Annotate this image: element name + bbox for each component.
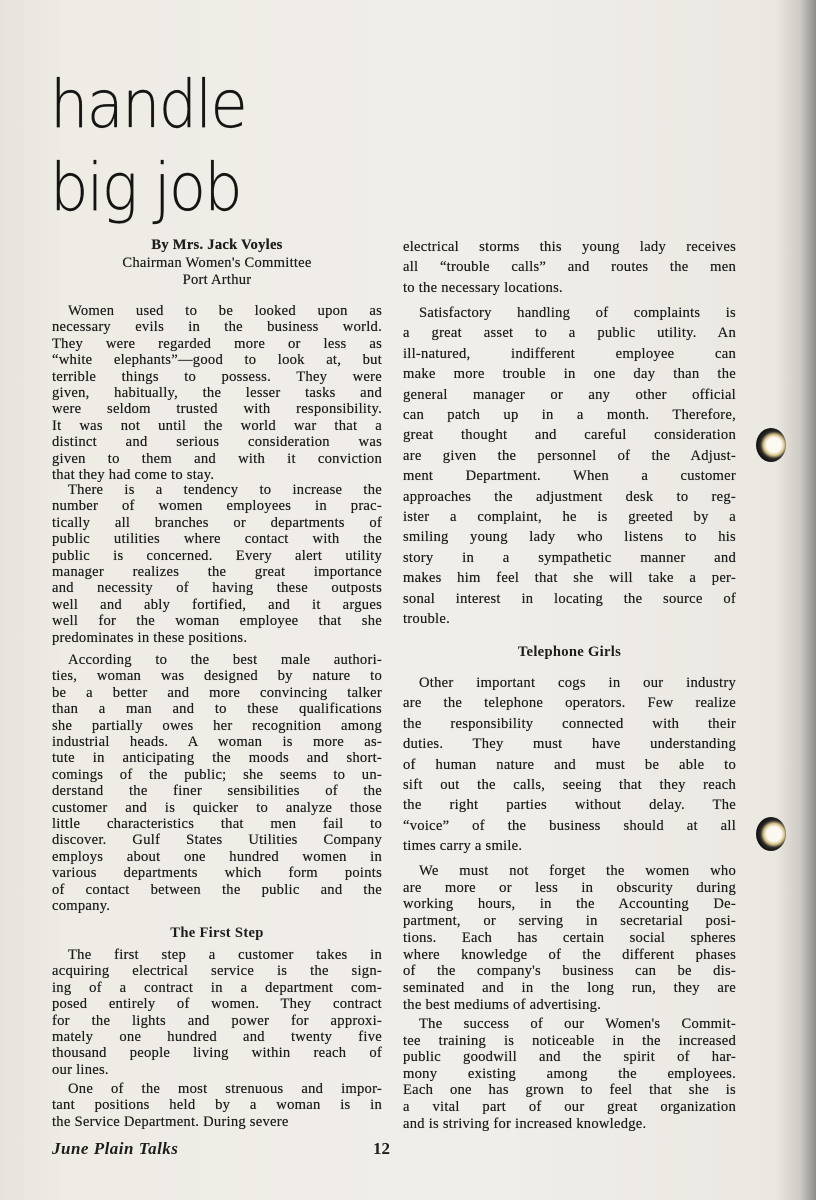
text-line: than a man and to these qualifications — [52, 701, 382, 718]
paragraph — [403, 673, 736, 857]
text-line: a vital part of our great organization — [403, 1098, 736, 1115]
section-heading-first-step: The First Step — [170, 925, 264, 941]
text-line: terrible things to possess. They were — [52, 368, 382, 385]
text-line: of the company's business can be dis- — [403, 963, 736, 980]
text-line: of human nature and must be able to — [403, 756, 736, 773]
text-line: discover. Gulf States Utilities Company — [52, 832, 382, 849]
text-line: well for the woman employee that she — [52, 613, 382, 630]
text-line: Each one has grown to feel that she is — [403, 1082, 736, 1099]
text-line: Other important cogs in our industry — [419, 675, 736, 691]
text-line: the best mediums of advertising. — [403, 996, 602, 1013]
text-line: Satisfactory handling of complaints is — [419, 305, 736, 321]
text-line: makes him feel that she will take a per- — [403, 570, 736, 587]
text-line: The success of our Women's Commit- — [419, 1016, 736, 1032]
text-line: given to them and with it conviction — [52, 450, 382, 467]
text-line: mony existing among the employees. — [403, 1065, 736, 1082]
text-line: times carry a smile. — [403, 838, 523, 855]
text-line: a great asset to a public utility. An — [403, 325, 736, 342]
text-line: electrical storms this young lady receives — [403, 239, 736, 255]
text-line: public goodwill and the spirit of har- — [403, 1049, 736, 1066]
text-line: where knowledge of the different phases — [403, 946, 736, 963]
text-line: that they had come to stay. — [52, 467, 215, 484]
text-line: the Service Department. During severe — [52, 1113, 289, 1130]
text-line: trouble. — [403, 611, 450, 628]
text-line: manager realizes the great importance — [52, 564, 382, 581]
text-line: “voice” of the business should at all — [403, 817, 736, 834]
text-line: mately one hundred and twenty five — [52, 1029, 382, 1046]
text-line: tee training is noticeable in the increased — [403, 1032, 736, 1049]
text-line: ill-natured, indifferent employee can — [403, 345, 736, 362]
text-line: are more or less in obscurity during — [403, 879, 736, 896]
text-line: They were regarded more or less as — [52, 335, 382, 352]
text-line: working hours, in the Accounting De- — [403, 896, 736, 913]
text-line: The first step a customer takes in — [68, 947, 382, 963]
paragraph — [403, 863, 736, 1013]
text-line: and necessity of having these outposts — [52, 580, 382, 597]
text-line: distinct and serious consideration was — [52, 434, 382, 451]
text-line: tant positions held by a woman is in — [52, 1097, 382, 1114]
text-line: the responsibility connected with their — [403, 715, 736, 732]
byline-role: Chairman Women's Committee — [122, 254, 312, 271]
text-line: to the necessary locations. — [403, 279, 563, 296]
text-line: various departments which form points — [52, 865, 382, 882]
text-line: well and ably fortified, and it argues — [52, 596, 382, 613]
text-line: approaches the adjustment desk to reg- — [403, 488, 736, 505]
text-line: make more trouble in one day than the — [403, 366, 736, 383]
text-line: According to the best male authori- — [68, 652, 382, 668]
article-title-line-1: handle — [50, 66, 246, 143]
text-line: thousand people living within reach of — [52, 1045, 382, 1062]
binder-hole-icon — [756, 817, 786, 851]
text-line: ing of a contract in a department com- — [52, 979, 382, 996]
text-line: smiling young lady who listens to his — [403, 529, 736, 546]
text-line: general manager or any other official — [403, 386, 736, 403]
text-line: be a better and more convincing talker — [52, 684, 382, 701]
text-line: customer and is quicker to analyze those — [52, 799, 382, 816]
text-line: “white elephants”—good to look at, but — [52, 352, 382, 369]
text-line: seminated and in the long run, they are — [403, 979, 736, 996]
text-line: are given the personnel of the Adjust- — [403, 447, 736, 464]
text-line: were seldom trusted with responsibility. — [52, 401, 382, 418]
text-line: duties. They must have understanding — [403, 736, 736, 753]
text-line: are the telephone operators. Few realize — [403, 695, 736, 712]
text-line: necessary evils in the business world. — [52, 319, 382, 336]
text-line: she partially owes her recognition among — [52, 717, 382, 734]
page-number: 12 — [373, 1139, 390, 1158]
text-line: of contact between the public and the — [52, 881, 382, 898]
text-line: can patch up in a month. Therefore, — [403, 407, 736, 424]
text-line: Women used to be looked upon as — [68, 303, 382, 319]
text-line: great thought and careful consideration — [403, 427, 736, 444]
text-line: our lines. — [52, 1061, 109, 1078]
text-line: derstand the finer sensibilities of the — [52, 783, 382, 800]
text-line: number of women employees in prac- — [52, 498, 382, 515]
text-line: acquiring electrical service is the sign- — [52, 963, 382, 980]
text-line: public is concerned. Every alert utility — [52, 547, 382, 564]
text-line: partment, or serving in secretarial posi- — [403, 913, 736, 930]
text-line: There is a tendency to increase the — [68, 482, 382, 498]
publication-name: June Plain Talks — [52, 1139, 179, 1158]
text-line: and is striving for increased knowledge. — [403, 1115, 647, 1132]
text-line: industrial heads. A woman is more as- — [52, 734, 382, 751]
text-line: all “trouble calls” and routes the men — [403, 259, 736, 276]
text-line: tute in anticipating the moods and short- — [52, 750, 382, 767]
text-line: One of the most strenuous and impor- — [68, 1081, 382, 1097]
text-line: the right parties without delay. The — [403, 797, 736, 814]
paragraph — [403, 1016, 736, 1132]
paragraph — [403, 303, 736, 630]
paragraph — [403, 237, 736, 298]
text-line: ties, woman was designed by nature to — [52, 668, 382, 685]
byline-author: By Mrs. Jack Voyles — [151, 237, 283, 253]
byline-location: Port Arthur — [182, 272, 252, 288]
text-line: predominates in these positions. — [52, 629, 248, 646]
text-line: It was not until the world war that a — [52, 417, 382, 434]
text-line: little characteristics that men fail to — [52, 816, 382, 833]
paragraph — [52, 1081, 382, 1130]
text-line: for the lights and power for approxi- — [52, 1012, 382, 1029]
text-line: given, habitually, the lesser tasks and — [52, 385, 382, 402]
text-line: company. — [52, 898, 111, 915]
text-line: comings of the public; she seems to un- — [52, 766, 382, 783]
paragraph — [52, 482, 382, 646]
text-line: sift out the calls, seeing that they reach — [403, 777, 736, 794]
article-title-line-2: big job — [50, 149, 241, 226]
paragraph — [52, 303, 382, 483]
text-line: story in a sympathetic manner and — [403, 549, 736, 566]
text-line: employs about one hundred women in — [52, 848, 382, 865]
text-line: tions. Each has certain social spheres — [403, 929, 736, 946]
text-line: ister a complaint, he is greeted by a — [403, 509, 736, 526]
text-line: tically all branches or departments of — [52, 514, 382, 531]
paragraph — [52, 947, 382, 1078]
binder-hole-icon — [756, 428, 786, 462]
section-heading-telephone-girls: Telephone Girls — [517, 644, 622, 660]
byline — [52, 237, 382, 290]
text-line: public utilities where contact with the — [52, 531, 382, 548]
text-line: We must not forget the women who — [419, 863, 736, 879]
text-line: ment Department. When a customer — [403, 468, 736, 485]
text-line: sonal interest in locating the source of — [403, 590, 736, 607]
paragraph — [52, 652, 382, 915]
text-line: posed entirely of women. They contract — [52, 996, 382, 1013]
